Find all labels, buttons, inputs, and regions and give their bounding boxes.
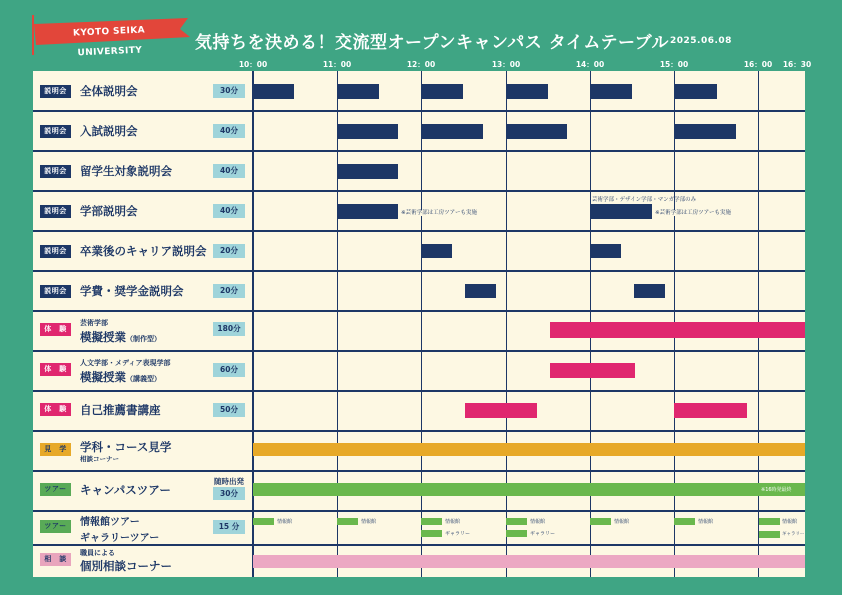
session-note-top: 芸術学部・デザイン学部・マンガ学部のみ xyxy=(592,197,697,203)
duration-badge: 60分 xyxy=(213,363,245,377)
tour-bar xyxy=(421,530,442,537)
session-name: 学部説明会 xyxy=(80,204,138,218)
row-divider xyxy=(33,390,805,392)
time-label: 10：00 xyxy=(238,60,268,69)
category-tag: 説明会 xyxy=(40,205,71,218)
duration-badge: 15 分 xyxy=(213,520,245,534)
tour-label: ギャラリー xyxy=(530,531,556,537)
duration-badge: 40分 xyxy=(213,204,245,218)
duration-badge: 20分 xyxy=(213,244,245,258)
session-bar xyxy=(634,284,665,298)
time-label: 15：00 xyxy=(659,60,689,69)
tour-label: 情報館 xyxy=(445,519,461,525)
category-tag: 見 学 xyxy=(40,443,71,456)
tour-bar xyxy=(253,518,274,525)
tour-label: 情報館 xyxy=(361,519,377,525)
session-bar xyxy=(337,124,398,139)
session-name: 入試説明会 xyxy=(80,124,138,138)
time-label: 16：30 xyxy=(782,60,812,69)
tour-bar xyxy=(759,531,780,538)
session-bar xyxy=(674,403,747,418)
session-note: ※芸術学部は工房ツアーも実施 xyxy=(655,210,731,216)
category-tag: 説明会 xyxy=(40,285,71,298)
row-divider xyxy=(33,350,805,352)
session-bar xyxy=(465,284,496,298)
duration-badge: 20分 xyxy=(213,284,245,298)
tour-label: 情報館 xyxy=(277,519,293,525)
timetable xyxy=(33,71,805,577)
tour-label: 情報館 xyxy=(782,519,798,525)
category-tag: 説明会 xyxy=(40,245,71,258)
label-column-divider xyxy=(252,71,254,577)
grid-line xyxy=(506,71,507,577)
session-bar xyxy=(590,204,652,219)
row-divider xyxy=(33,430,805,432)
tour-bar xyxy=(590,518,611,525)
session-name: ギャラリーツアー xyxy=(80,533,160,544)
session-name: 個別相談コーナー xyxy=(80,559,172,573)
tour-label: ギャラリー xyxy=(782,532,805,537)
session-bar xyxy=(465,403,537,418)
session-bar xyxy=(337,204,398,219)
time-label: 14：00 xyxy=(575,60,605,69)
event-date: 2025.06.08 xyxy=(670,36,732,46)
tour-bar xyxy=(759,518,780,525)
category-tag: 説明会 xyxy=(40,125,71,138)
session-bar xyxy=(590,244,621,258)
tour-bar xyxy=(506,518,527,525)
session-bar xyxy=(337,84,379,99)
session-bar xyxy=(506,84,548,99)
session-bar xyxy=(550,322,805,338)
session-name: 情報館ツアー xyxy=(80,517,140,528)
row-divider xyxy=(33,150,805,152)
tour-label: 情報館 xyxy=(614,519,630,525)
tour-label: 情報館 xyxy=(530,519,546,525)
time-label: 12：00 xyxy=(406,60,436,69)
session-bar xyxy=(674,124,736,139)
session-bar xyxy=(421,124,483,139)
row-divider xyxy=(33,110,805,112)
tour-label: 情報館 xyxy=(698,519,714,525)
time-label: 16：00 xyxy=(743,60,773,69)
session-bar xyxy=(506,124,567,139)
row-divider xyxy=(33,510,805,512)
tour-bar xyxy=(674,518,695,525)
session-bar xyxy=(253,443,805,456)
session-bar xyxy=(253,555,805,568)
page-title: 気持ちを決める！交流型オープンキャンパス タイムテーブル xyxy=(195,33,669,53)
session-note: ※芸術学部は工房ツアーも実施 xyxy=(401,210,477,216)
time-label: 11：00 xyxy=(322,60,352,69)
session-name: 模擬授業（講義型） xyxy=(80,370,161,384)
duration-badge: 40分 xyxy=(213,164,245,178)
category-tag: 体 験 xyxy=(40,363,71,376)
category-tag: ツアー xyxy=(40,483,71,496)
session-name: 全体説明会 xyxy=(80,84,138,98)
category-tag: 説明会 xyxy=(40,85,71,98)
session-name: 自己推薦書講座 xyxy=(80,403,161,417)
duration-badge: 180分 xyxy=(213,322,245,336)
row-divider xyxy=(33,190,805,192)
tour-bar xyxy=(337,518,358,525)
session-sub-label: 相談コーナー xyxy=(80,455,119,463)
category-tag: ツアー xyxy=(40,520,71,533)
duration-badge: 30分 xyxy=(213,84,245,98)
bar-note: ※16時発最終 xyxy=(761,487,792,493)
row-divider xyxy=(33,230,805,232)
tour-label: ギャラリー xyxy=(445,531,471,537)
session-name: 留学生対象説明会 xyxy=(80,164,172,178)
category-tag: 体 験 xyxy=(40,323,71,336)
session-name: 卒業後のキャリア説明会 xyxy=(80,244,207,258)
row-divider xyxy=(33,544,805,546)
session-bar xyxy=(253,483,805,496)
time-label: 13：00 xyxy=(491,60,521,69)
duration-badge: 40分 xyxy=(213,124,245,138)
category-tag: 相 談 xyxy=(40,553,71,566)
session-name: 学科・コース見学 xyxy=(80,440,172,454)
time-axis xyxy=(0,59,842,71)
session-bar xyxy=(337,164,398,179)
flag-text: KYOTO SEIKA UNIVERSITY xyxy=(72,25,146,59)
duration-note: 随時出発 xyxy=(214,477,244,486)
session-pre-label: 人文学部・メディア表現学部 xyxy=(80,359,171,367)
grid-line xyxy=(337,71,338,577)
session-bar xyxy=(253,84,294,99)
session-name: キャンパスツアー xyxy=(80,483,171,497)
grid-line xyxy=(421,71,422,577)
row-divider xyxy=(33,270,805,272)
tour-bar xyxy=(421,518,442,525)
session-pre-label: 職員による xyxy=(80,549,115,557)
row-divider xyxy=(33,310,805,312)
duration-badge: 30分 xyxy=(213,487,245,500)
category-tag: 体 験 xyxy=(40,403,71,416)
session-bar xyxy=(674,84,717,99)
tour-bar xyxy=(506,530,527,537)
session-bar xyxy=(421,244,452,258)
session-name: 学費・奨学金説明会 xyxy=(80,284,184,298)
session-pre-label: 芸術学部 xyxy=(80,319,108,327)
session-bar xyxy=(421,84,463,99)
session-name: 模擬授業（制作型） xyxy=(80,330,161,344)
row-divider xyxy=(33,470,805,472)
duration-badge: 50分 xyxy=(213,403,245,417)
session-bar xyxy=(590,84,632,99)
session-bar xyxy=(550,363,635,378)
category-tag: 説明会 xyxy=(40,165,71,178)
